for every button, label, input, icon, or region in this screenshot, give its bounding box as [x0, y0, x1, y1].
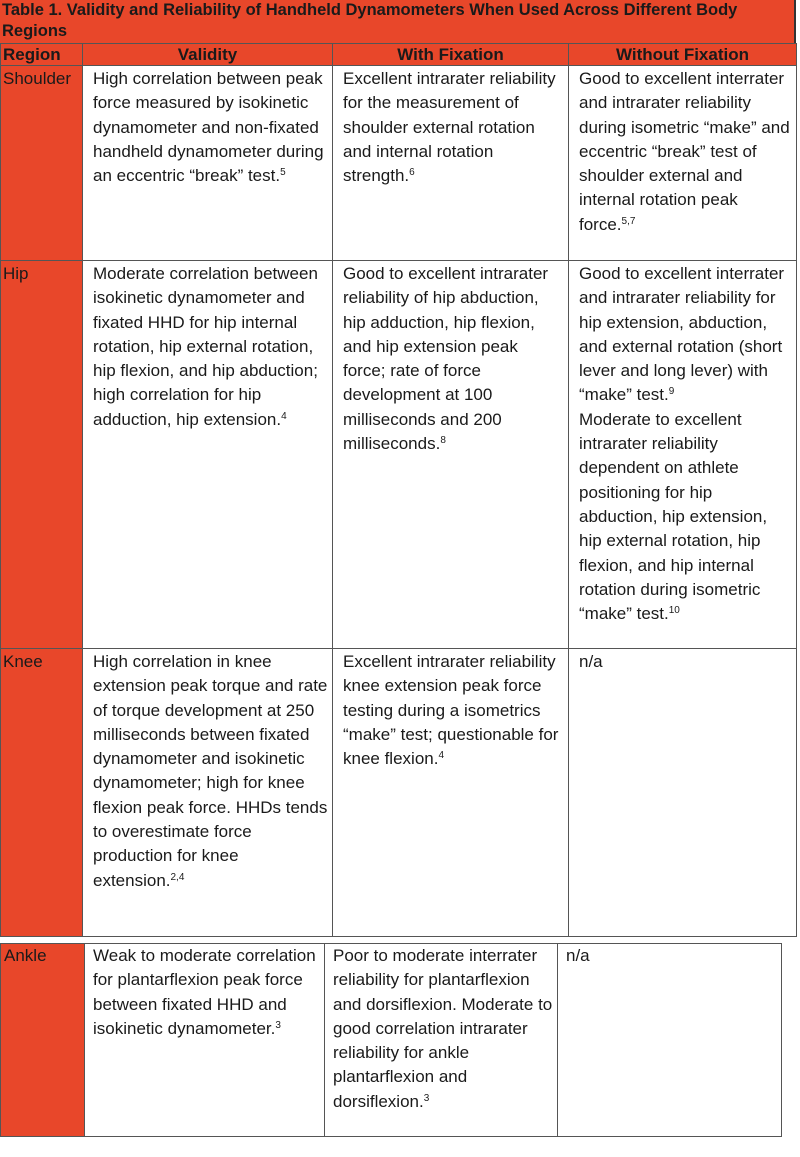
table-title: Table 1. Validity and Reliability of Handheld Dynamometers When Used Across Different Body Regions [2, 1, 738, 40]
cell-text: Good to excellent interrater and intrarater reliability for hip extension, abduction, and external rotation (short lever and long lever) with “make” test. [579, 264, 785, 405]
citation-ref: 4 [281, 410, 287, 422]
citation-ref: 9 [668, 386, 675, 398]
table-row-ankle [1, 944, 782, 1137]
citation-ref: 5,7 [621, 215, 636, 227]
region-cell-knee [1, 649, 83, 937]
region-cell-shoulder [1, 66, 83, 261]
with-fixation-cell-hip [333, 261, 569, 649]
cell-text: Weak to moderate correlation for plantarflexion peak force between fixated HHD and isokinetic dynamometer. [93, 946, 316, 1038]
with-fixation-cell-ankle [325, 944, 558, 1137]
header-without-fixation: Without Fixation [569, 44, 797, 66]
header-row [1, 44, 797, 66]
cell-text: Good to excellent intrarater reliability of hip abduction, hip adduction, hip flexion, and hip extension peak force; rate of force development at 100 milliseconds and 200 milliseconds. [343, 264, 549, 454]
region-label: Shoulder [3, 69, 72, 88]
citation-ref: 2,4 [170, 871, 185, 883]
with-fixation-cell-shoulder [333, 66, 569, 261]
validity-cell-ankle [85, 944, 325, 1137]
citation-ref: 8 [440, 435, 446, 447]
validity-cell-hip [83, 261, 333, 649]
validity-cell-knee [83, 649, 333, 937]
cell-text: Moderate correlation between isokinetic dynamometer and fixated HHD for hip internal rotation, hip external rotation, hip flexion, and hip abduction; high correlation for hip adduction, hip extension. [93, 264, 318, 429]
region-label: Ankle [4, 946, 47, 965]
region-label: Knee [3, 652, 43, 671]
citation-ref: 5 [280, 167, 286, 179]
without-fixation-cell-hip [569, 261, 797, 649]
header-region: Region [1, 44, 83, 66]
table-row-knee [1, 649, 797, 937]
citation-ref: 6 [409, 167, 415, 179]
citation-ref: 3 [423, 1092, 430, 1104]
cell-text: Good to excellent interrater and intrarater reliability during isometric “make” and eccentric “break” test of shoulder external and internal rotation peak force. [579, 69, 790, 234]
without-fixation-cell-shoulder [569, 66, 797, 261]
citation-ref: 4 [438, 750, 445, 762]
cell-text: Moderate to excellent intrarater reliability dependent on athlete positioning for hip abduction, hip extension, hip external rotation, hip flexion, and hip internal rotation during isometric “make” test. [579, 409, 768, 624]
without-fixation-cell-ankle [558, 944, 782, 1137]
cell-text: n/a [566, 946, 590, 965]
cell-text: High correlation in knee extension peak torque and rate of torque development at 250 milliseconds between fixated dynamometer and isokinetic dynamometer; high for knee flexion peak force. HHDs tends to overestimate force production for knee extension. [93, 652, 328, 890]
table-row-shoulder [1, 66, 797, 261]
region-cell-hip [1, 261, 83, 649]
with-fixation-cell-knee [333, 649, 569, 937]
header-validity: Validity [83, 44, 333, 66]
title-bar [0, 0, 796, 43]
cell-text: n/a [579, 652, 603, 671]
region-label: Hip [3, 264, 29, 283]
without-fixation-cell-knee [569, 649, 797, 937]
header-with-fixation: With Fixation [333, 44, 569, 66]
table-row-hip [1, 261, 797, 649]
citation-ref: 10 [668, 605, 680, 617]
ankle-table [0, 943, 782, 1137]
cell-text: Excellent intrarater reliability for the measurement of shoulder external rotation and internal rotation strength. [343, 69, 556, 186]
cell-text: High correlation between peak force measured by isokinetic dynamometer and non-fixated handheld dynamometer during an eccentric “break” test. [93, 69, 324, 186]
dynamometer-table [0, 43, 797, 937]
region-cell-ankle [1, 944, 85, 1137]
cell-text: Excellent intrarater reliability knee extension peak force testing during a isometrics “make” test; questionable for knee flexion. [343, 652, 559, 769]
validity-cell-shoulder [83, 66, 333, 261]
cell-text: Poor to moderate interrater reliability for plantarflexion and dorsiflexion. Moderate to good correlation intrarater reliability for ankle plantarflexion and dorsiflexion. [333, 946, 553, 1111]
citation-ref: 3 [275, 1019, 281, 1031]
